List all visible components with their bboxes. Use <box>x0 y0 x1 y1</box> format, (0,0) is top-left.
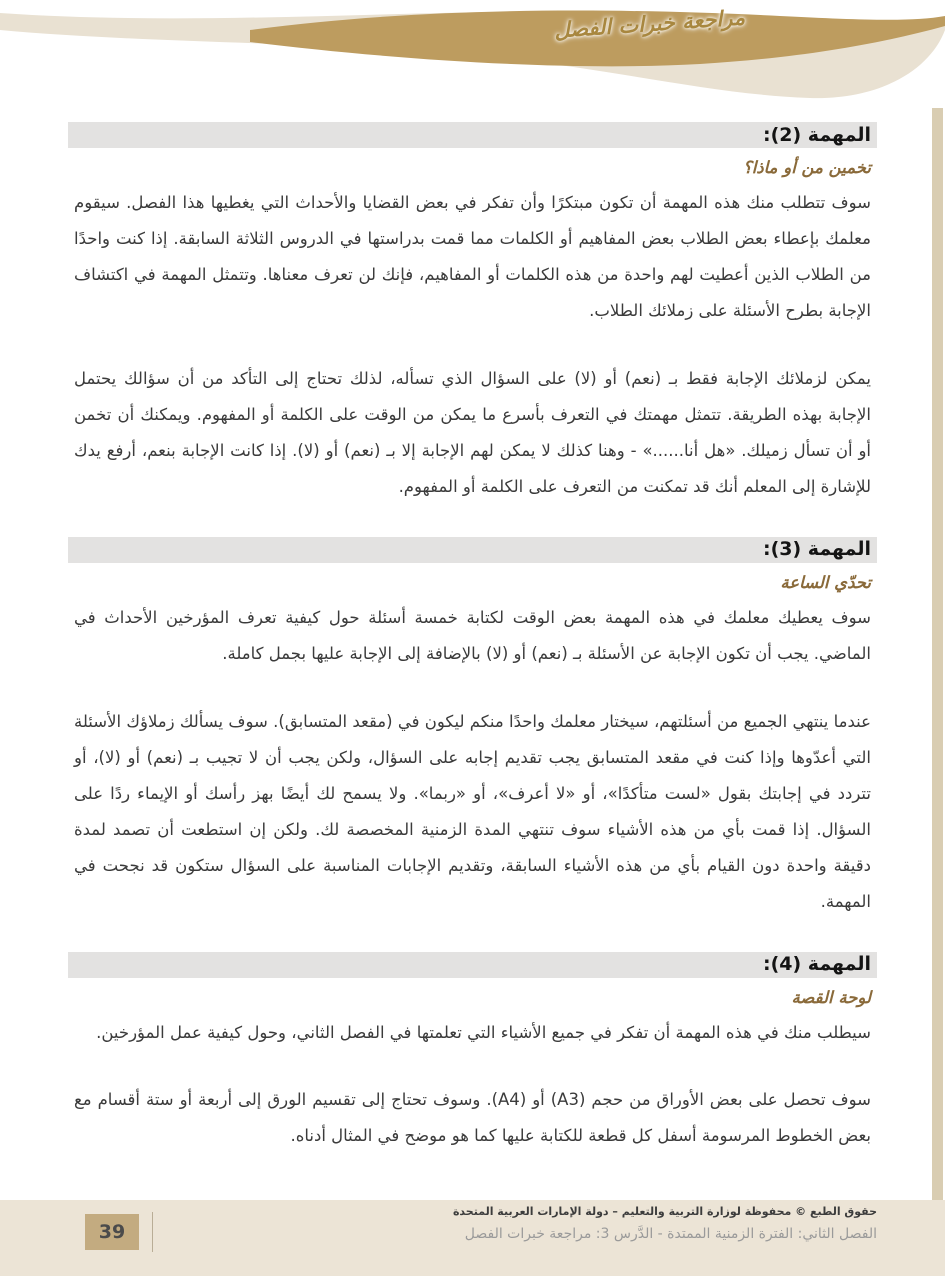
chapter-review-title: مراجعة خبرات الفصل <box>553 5 746 43</box>
paragraph: سوف تتطلب منك هذه المهمة أن تكون مبتكرًا وأن تفكر في بعض القضايا والأحداث التي يغطيها هذا الفصل. سيقوم معلمك بإعطاء بعض الطلاب بعض المفاهيم أو الكلمات مما قمت بدراستها في الدروس الثلاثة السابقة. إذا كنت واحدًا من الطلاب الذين أعطيت لهم واحدة من هذه الكلمات أو المفاهيم، فإنك لن تعرف معناها. وتتمثل المهمة في اكتشاف الإجابة بطرح الأسئلة على زملائك الطلاب. <box>74 193 871 320</box>
paragraph: سيطلب منك في هذه المهمة أن تفكر في جميع الأشياء التي تعلمتها في الفصل الثاني، وحول كيفية عمل المؤرخين. <box>96 1022 871 1042</box>
footer-divider <box>152 1212 153 1252</box>
section-subtitle: لوحة القصة <box>791 987 871 1007</box>
paragraph: سوف تحصل على بعض الأوراق من حجم (A3) أو (A4). وسوف تحتاج إلى تقسيم الورق إلى أربعة أو ستة أقسام مع بعض الخطوط المرسومة أسفل كل قطعة للكتابة عليها كما هو موضح في المثال أدناه. <box>74 1090 871 1146</box>
header-swoosh-graphic <box>0 0 945 120</box>
section-subtitle: تحدّي الساعة <box>780 572 871 592</box>
document-body <box>0 116 945 1186</box>
task-2-section <box>68 122 877 505</box>
section-heading: المهمة (4): <box>762 953 871 975</box>
copyright-line: حقوق الطبع © محفوظة لوزارة التربية والتعليم – دولة الإمارات العربية المتحدة <box>452 1205 877 1218</box>
page-footer <box>0 1200 945 1276</box>
section-heading-bar <box>68 952 877 978</box>
paragraph: يمكن لزملائك الإجابة فقط بـ (نعم) أو (لا) على السؤال الذي تسأله، لذلك تحتاج إلى التأكد من أن سؤالك يحتمل الإجابة بهذه الطريقة. تتمثل مهمتك في التعرف بأسرع ما يمكن من الوقت على الكلمة أو المفهوم. ويمكنك أن تخمن أو أن تسأل زميلك. «هل أنا......» - وهنا كذلك لا يمكن لهم الإجابة إلا بـ (نعم) أو (لا). إذا كانت الإجابة بنعم، أرفع يدك للإشارة إلى المعلم أنك قد تمكنت من التعرف على الكلمة أو المفهوم. <box>74 368 871 496</box>
section-subtitle: تخمين من أو ماذا؟ <box>742 158 871 177</box>
footer-texts <box>453 1205 877 1242</box>
section-heading-bar <box>68 122 877 148</box>
page-number-badge: 39 <box>85 1214 139 1250</box>
paragraph: عندما ينتهي الجميع من أسئلتهم، سيختار معلمك واحدًا منكم ليكون في (مقعد المتسابق). سوف يسألك زملاؤك الأسئلة التي أعدّوها وإذا كنت في مقعد المتسابق يجب تقديم إجابه على السؤال، ولكن يجب أن لا تجيب بـ (نعم) أو (لا)، أو تتردد في إجابتك بقول «لست متأكدًا»، أو «لا أعرف»، أو «ربما». ولا يسمح لك أيضًا بهز رأسك أو الإيماء ردًا على السؤال. إذا قمت بأي من هذه الأشياء سوف تنتهي المدة الزمنية المخصصة لك. ولكن إن استطعت أن تصمد لمدة دقيقة واحدة دون القيام بأي من هذه الأشياء السابقة، وتقديم الإجابات المناسبة على السؤال ستكون قد نجحت في المهمة. <box>74 711 871 911</box>
task-3-section <box>68 537 877 920</box>
section-heading-bar <box>68 537 877 563</box>
paragraph: سوف يعطيك معلمك في هذه المهمة بعض الوقت لكتابة خمسة أسئلة حول كيفية تعرف المؤرخين الأحداث في الماضي. يجب أن تكون الإجابة عن الأسئلة بـ (نعم) أو (لا) بالإضافة إلى الإجابة عليها بجمل كاملة. <box>74 607 871 663</box>
section-heading: المهمة (3): <box>762 538 871 561</box>
section-heading: المهمة (2): <box>762 123 871 146</box>
lesson-breadcrumb: الفصل الثاني: الفترة الزمنية الممتدة - الدَّرس 3: مراجعة خبرات الفصل <box>464 1226 877 1242</box>
page-header <box>0 0 945 120</box>
task-4-section <box>68 952 877 1155</box>
